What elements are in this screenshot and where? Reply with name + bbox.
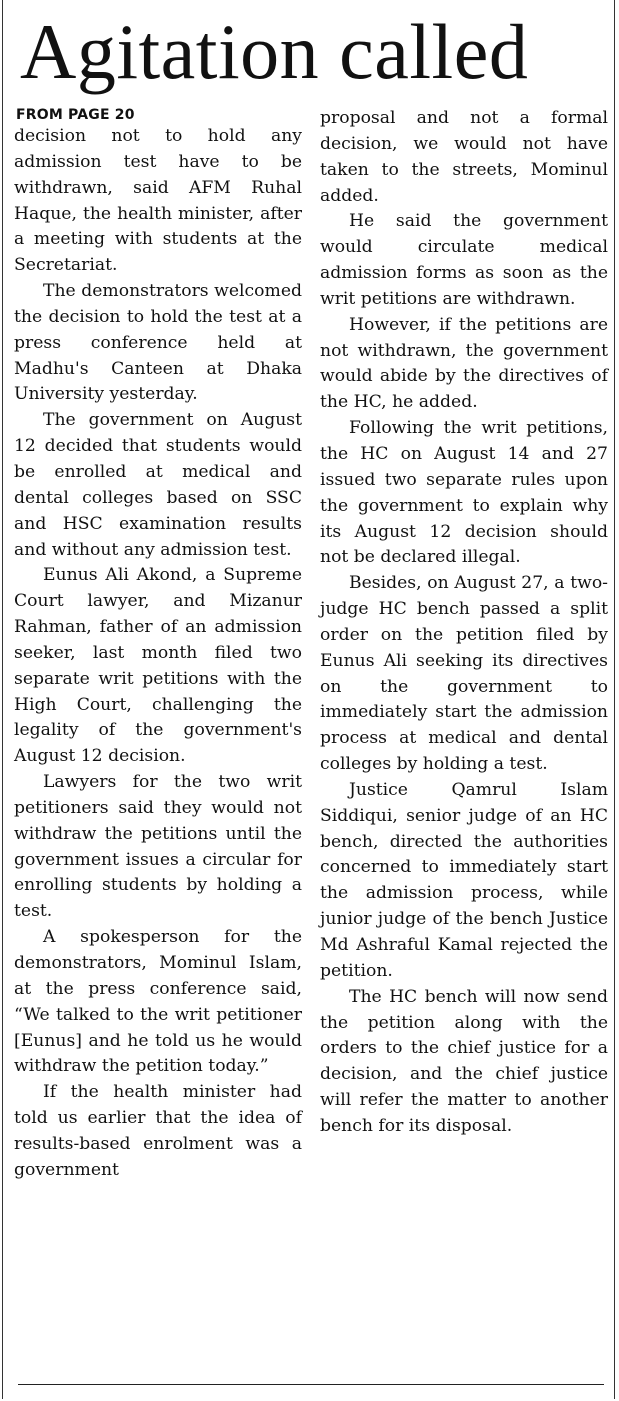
paragraph: The HC bench will now send the petition along with the orders to the chief justice for a decision, and the chief justice will refer the matter to another bench for its disposal. [320,986,608,1136]
paragraph: If the health minister had told us earlier that the idea of results-based enrolment was a government [14,1082,302,1180]
paragraph: However, if the petitions are not withdrawn, the government would abide by the directives of the HC, he added. [320,314,608,413]
paragraph: Eunus Ali Akond, a Supreme Court lawyer, and Mizanur Rahman, father of an admission seeker, last month filed two separate writ petitions with the High Court, challenging the legality of the government's August 12 decision. [14,565,302,767]
jump-kicker: FROM PAGE 20 [16,107,135,123]
paragraph: decision not to hold any admission test have to be withdrawn, said AFM Ruhal Haque, the health minister, after a meeting with students at the Secretariat. [14,126,302,276]
paragraph: Justice Qamrul Islam Siddiqui, senior judge of an HC bench, directed the authorities concerned to immediately start the admission process, while junior judge of the bench Justice Md Ashraful Kamal rejected the petition. [320,779,608,981]
paragraph: The demonstrators welcomed the decision to hold the test at a press conference held at Madhu's Canteen at Dhaka University yesterday. [14,281,302,405]
headline: Agitation called [20,8,529,95]
paragraph: Besides, on August 27, a two-judge HC bench passed a split order on the petition filed by Eunus Ali seeking its directives on the government to immediately start the admission process at medical and dental colleges by holding a test. [320,573,608,775]
paragraph: A spokesperson for the demonstrators, Mominul Islam, at the press conference said, “We talked to the writ petitioner [Eunus] and he told us he would withdraw the petition today.” [14,927,302,1077]
paragraph: Following the writ petitions, the HC on August 14 and 27 issued two separate rules upon the government to explain why its August 12 decision should not be declared illegal. [320,418,608,568]
bottom-rule [18,1384,604,1385]
article-column-right [320,106,608,1140]
paragraph: proposal and not a formal decision, we would not have taken to the streets, Mominul added. [320,108,608,206]
article-column-left [14,106,302,1184]
paragraph: Lawyers for the two writ petitioners said they would not withdraw the petitions until the government issues a circular for enrolling students by holding a test. [14,772,302,922]
paragraph: He said the government would circulate medical admission forms as soon as the writ petitions are withdrawn. [320,211,608,309]
paragraph: The government on August 12 decided that students would be enrolled at medical and dental colleges based on SSC and HSC examination results and without any admission test. [14,410,302,560]
